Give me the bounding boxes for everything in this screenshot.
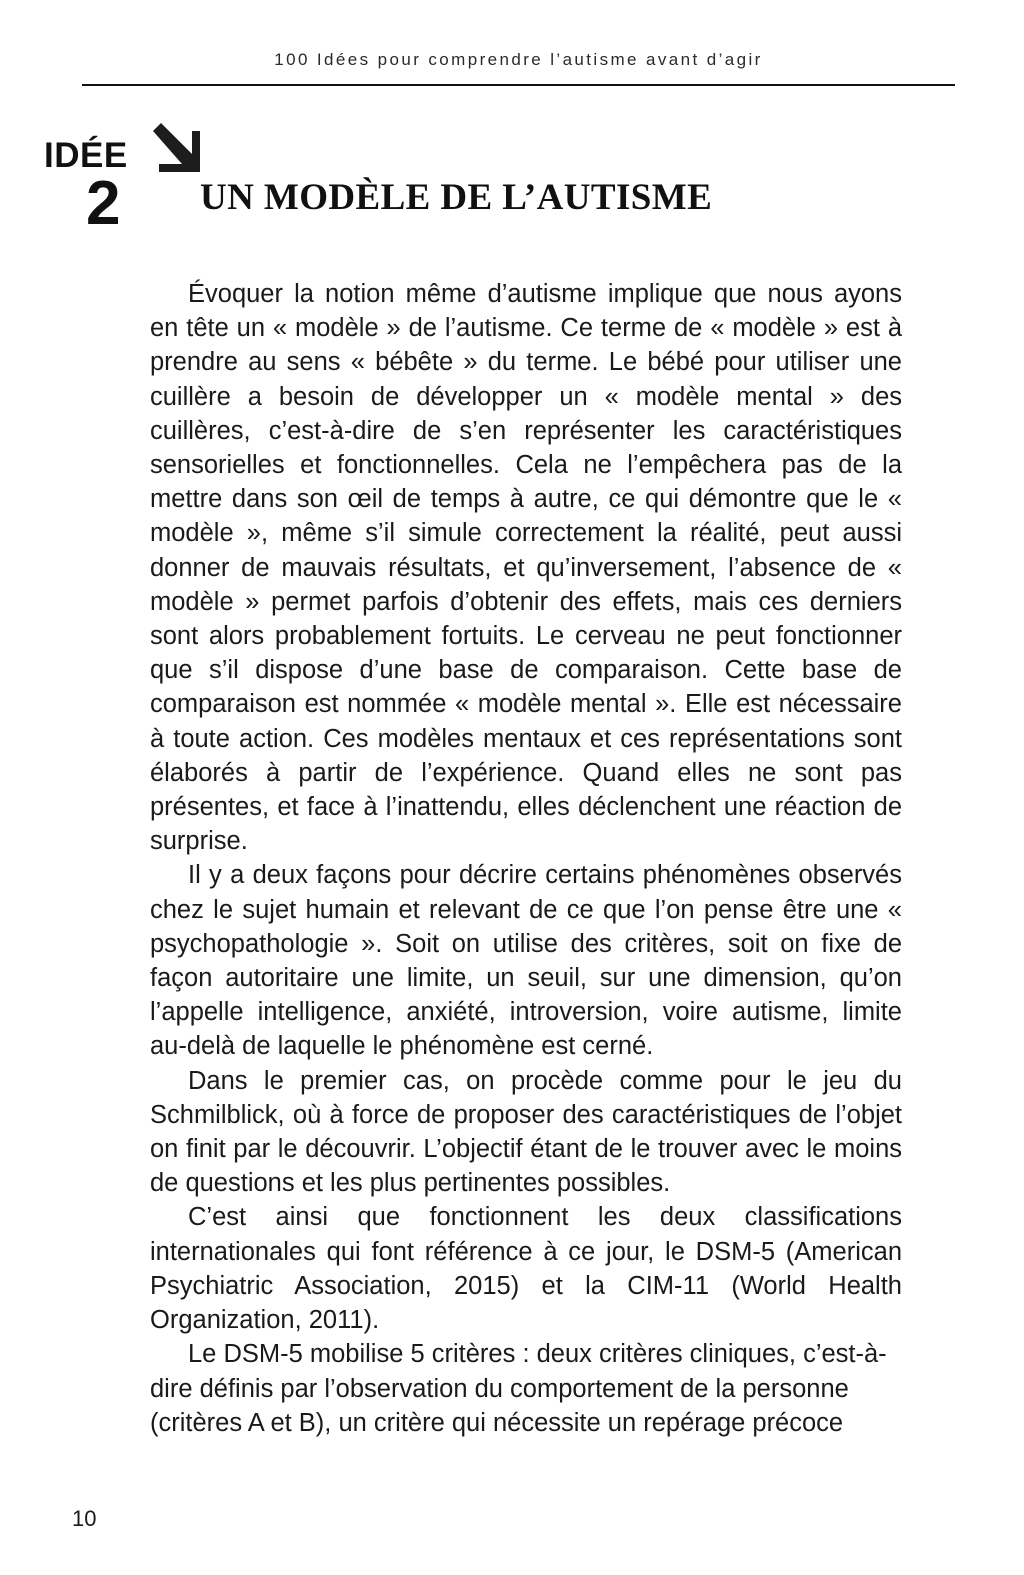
paragraph: Évoquer la notion même d’autisme implique que nous ayons en tête un « modèle » de l’autisme. Ce terme de « modèle » est à prendre au sens « bébête » du terme. Le bébé pour utiliser une cuillère a besoin de développer un « modèle mental » des cuillères, c’est-à-dire de s’en représenter les caractéristiques sensorielles et fonctionnelles. Cela ne l’empêchera pas de la mettre dans son œil de temps à autre, ce qui démontre que le « modèle », même s’il simule correctement la réalité, peut aussi donner de mauvais résultats, et qu’inversement, l’absence de « modèle » permet parfois d’obtenir des effets, mais ces derniers sont alors probablement fortuits. Le cerveau ne peut fonctionner que s’il dispose d’une base de comparaison. Cette base de comparaison est nommée « modèle mental ». Elle est nécessaire à toute action. Ces modèles mentaux et ces représentations sont élaborés à partir de l’expérience. Quand elles ne sont pas présentes, et face à l’inattendu, elles déclenchent une réaction de surprise. (150, 280, 902, 856)
body-text-column (150, 277, 902, 1440)
running-head: 100 Idées pour comprendre l’autisme avant d’agir (274, 50, 763, 69)
idea-label: IDÉE (44, 136, 128, 175)
idea-number: 2 (86, 169, 121, 238)
paragraph: C’est ainsi que fonctionnent les deux classifications internationales qui font référence à ce jour, le DSM-5 (American Psychiatric Association, 2015) et la CIM-11 (World Health Organization, 2011). (150, 1203, 902, 1335)
header-rule (82, 84, 955, 86)
chapter-title: UN MODÈLE DE L’AUTISME (200, 177, 713, 218)
arrow-down-right-icon (148, 122, 210, 184)
paragraph: Le DSM-5 mobilise 5 critères : deux critères cliniques, c’est-à-dire définis par l’observation du comportement de la personne (critères A et B), un critère qui nécessite un repérage précoce (150, 1340, 887, 1437)
page-number: 10 (72, 1506, 97, 1531)
paragraph: Il y a deux façons pour décrire certains phénomènes observés chez le sujet humain et relevant de ce que l’on pense être une « psychopathologie ». Soit on utilise des critères, soit on fixe de façon autoritaire une limite, un seuil, sur une dimension, qu’on l’appelle intelligence, anxiété, introversion, voire autisme, limite au-delà de laquelle le phénomène est cerné. (150, 861, 902, 1061)
paragraph: Dans le premier cas, on procède comme pour le jeu du Schmilblick, où à force de proposer des caractéristiques de l’objet on finit par le découvrir. L’objectif étant de le trouver avec le moins de questions et les plus pertinentes possibles. (150, 1066, 902, 1198)
